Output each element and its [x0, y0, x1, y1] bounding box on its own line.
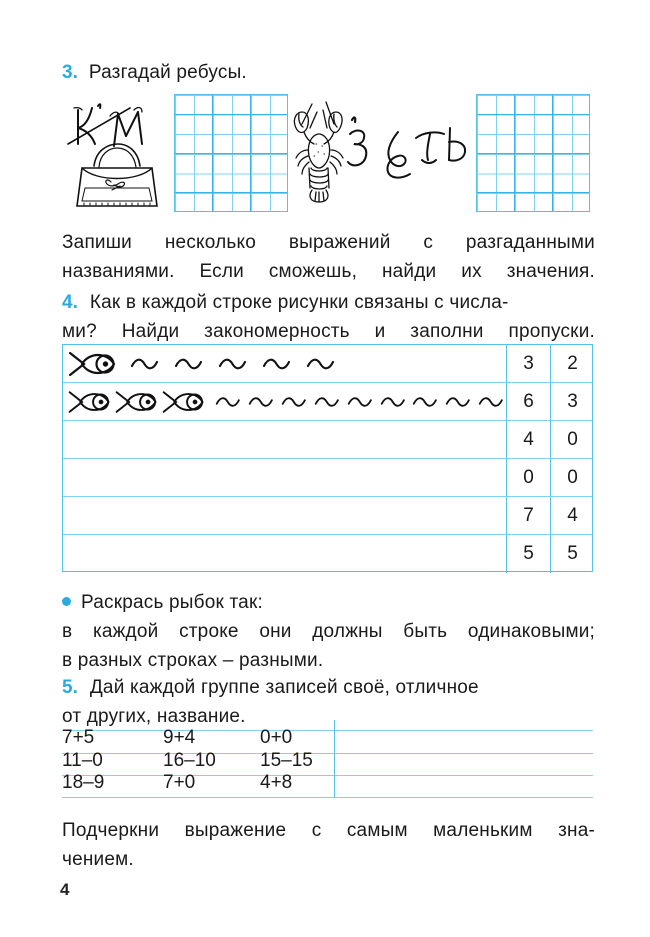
wave-icon — [478, 395, 504, 409]
row-picture-cell[interactable] — [63, 535, 506, 573]
bullet-dot-icon — [62, 597, 71, 606]
task-3-body — [62, 228, 595, 286]
expression-cell: 16–10 — [163, 749, 216, 771]
expression-cell: 15–15 — [260, 749, 313, 771]
fish-icon — [67, 349, 119, 379]
expression-cell: 0+0 — [260, 727, 293, 748]
task-5-head-line-2: от других, название. — [62, 706, 246, 727]
coloring-instructions — [62, 588, 595, 675]
task-4-head-line-1: Как в каждой строке рисунки связаны с числа- — [89, 292, 509, 313]
expression-cell: 9+4 — [163, 727, 196, 748]
wave-icon — [314, 395, 340, 409]
expression-cell: 7+0 — [163, 772, 196, 794]
bullet-line-3: в разных строках – разными. — [62, 650, 324, 671]
fish-icon — [114, 387, 160, 417]
closing-line-2: чением. — [62, 849, 134, 870]
task-3-body-line-2: названиями. Если сможешь, найди их значения. — [62, 261, 595, 282]
table-cell-value-a: 7 — [506, 497, 550, 534]
table-row[interactable] — [63, 345, 592, 383]
table-cell-value-b: 5 — [550, 535, 594, 573]
task-5-head-line-1: Дай каждой группе записей своё, отличное — [89, 677, 479, 698]
bullet-line-1: Раскрась рыбок так: — [81, 592, 263, 613]
table-row[interactable] — [63, 383, 592, 421]
wave-icon — [306, 357, 335, 371]
wave-icon — [347, 395, 373, 409]
task-4-heading — [62, 288, 595, 346]
wave-icon — [445, 395, 471, 409]
answer-grid-2[interactable] — [476, 94, 590, 212]
table-row[interactable] — [63, 459, 592, 497]
wave-icon — [130, 357, 159, 371]
table-row[interactable] — [63, 535, 592, 573]
expression-cell: 18–9 — [62, 772, 105, 794]
expression-cell: 7+5 — [62, 727, 95, 748]
rebus-row — [62, 92, 592, 214]
expression-row — [62, 772, 334, 798]
answer-grid-1[interactable] — [174, 94, 288, 212]
task-3-body-line-1: Запиши несколько выражений с разгаданными — [62, 232, 595, 253]
rebus-1 — [62, 94, 166, 212]
fish-pattern-table[interactable] — [62, 344, 593, 572]
row-picture-cell[interactable] — [63, 459, 506, 496]
task-3-title: Разгадай ребусы. — [88, 62, 247, 83]
task-5-heading — [62, 673, 595, 731]
wave-icon — [262, 357, 291, 371]
row-picture-cell[interactable] — [63, 497, 506, 534]
table-cell-value-b: 4 — [550, 497, 594, 534]
table-row[interactable] — [63, 497, 592, 535]
task-4-number: 4. — [62, 292, 78, 313]
fish-icon — [67, 387, 113, 417]
closing-instructions — [62, 816, 595, 874]
crayfish-rebus-icon — [290, 98, 475, 210]
worksheet-vertical-divider — [334, 720, 335, 798]
wave-icon — [218, 357, 247, 371]
fish-icon — [161, 387, 207, 417]
table-cell-value-a: 5 — [506, 535, 550, 573]
table-cell-value-b: 3 — [550, 383, 594, 420]
task-3-number: 3. — [62, 62, 78, 83]
row-picture-cell[interactable] — [63, 383, 506, 420]
rebus-2 — [290, 98, 475, 210]
row-picture-cell[interactable] — [63, 421, 506, 458]
wave-icon — [215, 395, 241, 409]
expression-cell: 4+8 — [260, 772, 293, 794]
handbag-rebus-icon — [62, 94, 166, 212]
closing-line-1: Подчеркни выражение с самым маленьким зна- — [62, 820, 595, 841]
expression-cell: 11–0 — [62, 749, 103, 771]
page-number: 4 — [60, 880, 70, 899]
table-cell-value-b: 2 — [550, 345, 594, 382]
expressions-worksheet[interactable] — [62, 727, 593, 798]
task-4-head-line-2: ми? Найди закономерность и заполни пропуски. — [62, 321, 595, 342]
table-cell-value-a: 6 — [506, 383, 550, 420]
table-cell-value-b: 0 — [550, 421, 594, 458]
table-cell-value-a: 3 — [506, 345, 550, 382]
task-3-heading — [62, 62, 247, 84]
table-row[interactable] — [63, 421, 592, 459]
table-cell-value-b: 0 — [550, 459, 594, 496]
wave-icon — [412, 395, 438, 409]
wave-icon — [281, 395, 307, 409]
table-cell-value-a: 4 — [506, 421, 550, 458]
wave-icon — [380, 395, 406, 409]
wave-icon — [174, 357, 203, 371]
bullet-line-2: в каждой строке они должны быть одинаковыми; — [62, 621, 595, 642]
row-picture-cell[interactable] — [63, 345, 506, 382]
wave-icon — [248, 395, 274, 409]
task-5-number: 5. — [62, 677, 78, 698]
table-cell-value-a: 0 — [506, 459, 550, 496]
